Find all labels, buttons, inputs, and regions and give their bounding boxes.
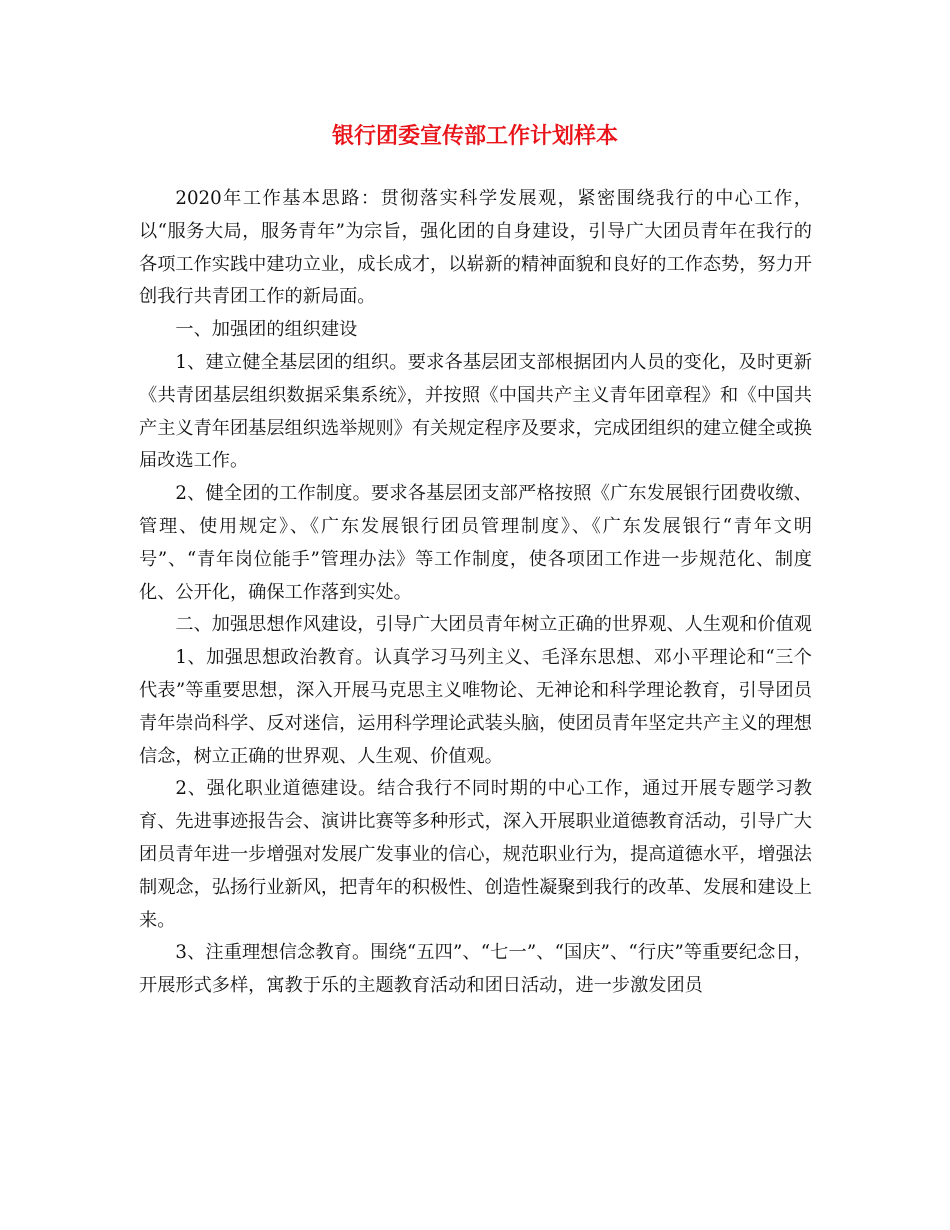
paragraph-1-2: 2、健全团的工作制度。要求各基层团支部严格按照《广东发展银行团费收缴、管理、使用规定》、《广东发展银行团员管理制度》、《广东发展银行“青年文明号”、“青年岗位能手”管理办法》等工作制度，使各项团工作进一步规范化、制度化、公开化，确保工作落到实处。 [139,483,812,603]
document-title: 银行团委宣传部工作计划样本 [331,123,618,149]
paragraph-2-2: 2、强化职业道德建设。结合我行不同时期的中心工作，通过开展专题学习教育、先进事迹报告会、演讲比赛等多种形式，深入开展职业道德教育活动，引导广大团员青年进一步增强对发展广发事业的信心，规范职业行为，提高道德水平，增强法制观念，弘扬行业新风，把青年的积极性、创造性凝聚到我行的改革、发展和建设上来。 [139,778,812,931]
document-body [139,183,812,1003]
paragraph-1-1: 1、建立健全基层团的组织。要求各基层团支部根据团内人员的变化，及时更新《共青团基层组织数据采集系统》，并按照《中国共产主义青年团章程》和《中国共产主义青年团基层组织选举规则》有关规定程序及要求，完成团组织的建立健全或换届改选工作。 [139,351,812,472]
paragraph-2-1: 1、加强思想政治教育。认真学习马列主义、毛泽东思想、邓小平理论和“三个代表”等重要思想，深入开展马克思主义唯物论、无神论和科学理论教育，引导团员青年崇尚科学、反对迷信，运用科学理论武装头脑，使团员青年坚定共产主义的理想信念，树立正确的世界观、人生观、价值观。 [139,647,812,767]
section-heading-1: 一、加强团的组织建设 [175,319,358,341]
paragraph-2-3: 3、注重理想信念教育。围绕“五四”、“七一”、“国庆”、“行庆”等重要纪念日，开展形式多样，寓教于乐的主题教育活动和团日活动，进一步激发团员 [139,942,812,997]
paragraph-intro: 2020年工作基本思路：贯彻落实科学发展观，紧密围绕我行的中心工作，以“服务大局，服务青年”为宗旨，强化团的自身建设，引导广大团员青年在我行的各项工作实践中建功立业，成长成才，以崭新的精神面貌和良好的工作态势，努力开创我行共青团工作的新局面。 [139,188,812,308]
section-heading-2: 二、加强思想作风建设，引导广大团员青年树立正确的世界观、人生观和价值观 [175,614,812,636]
